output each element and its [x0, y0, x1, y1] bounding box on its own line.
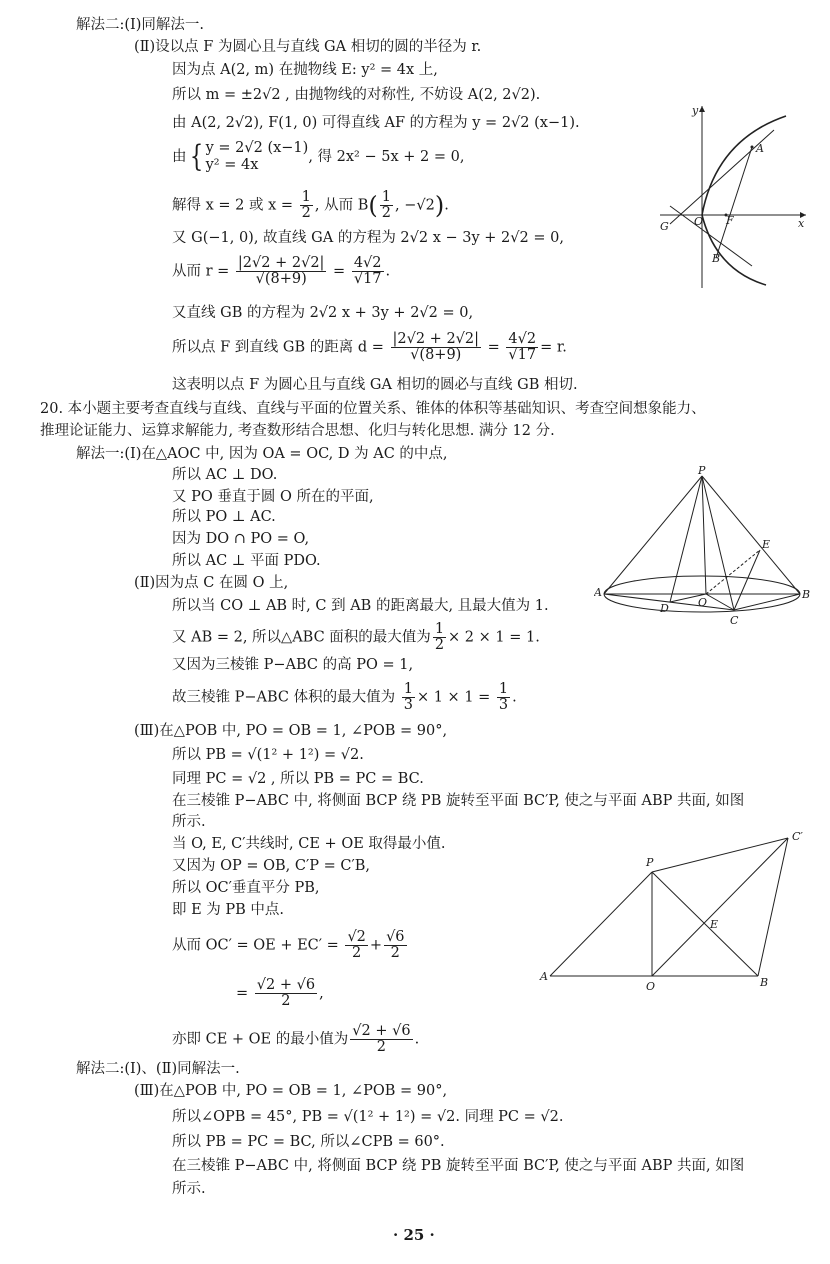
parabola-figure	[656, 100, 816, 290]
line: 因为点 A(2, m) 在抛物线 E: y² = 4x 上,	[172, 62, 438, 78]
label-G: G	[660, 220, 669, 233]
label-Cp: C′	[792, 830, 803, 843]
distance-line: 所以点 F 到直线 GB 的距离 d = $\frac{|2√2 + 2√2|}{√(8+9)}$ = $\frac{4√2}{√17}$ = r.	[172, 331, 567, 363]
line: 所以 AC ⊥ DO.	[172, 467, 278, 483]
label-D: D	[660, 602, 669, 615]
system-equations: 由{ y = 2√2 (x−1) y² = 4x , 得 2x² − 5x + 2 = 0,	[172, 139, 465, 174]
line: 在三棱锥 P−ABC 中, 将侧面 BCP 绕 PB 旋转至平面 BC′P, 使之与平面 ABP 共面, 如图	[172, 1158, 745, 1174]
line: 所以 m = ±2√2 , 由抛物线的对称性, 不妨设 A(2, 2√2).	[172, 87, 541, 103]
label-y: y	[692, 104, 699, 117]
line: 所以 AC ⊥ 平面 PDO.	[172, 553, 321, 569]
oc-line: 从而 OC′ = OE + EC′ = $\frac{√2}{2}$ + $\frac{√6}{2}$	[172, 929, 405, 961]
line: 又因为 OP = OB, C′P = C′B,	[172, 858, 371, 874]
line: 推理论证能力、运算求解能力, 考查数形结合思想、化归与转化思想. 满分 12 分.	[40, 423, 555, 439]
label-E: E	[710, 918, 719, 931]
line: 又直线 GB 的方程为 2√2 x + 3y + 2√2 = 0,	[172, 305, 474, 321]
line: 所以 OC′垂直平分 PB,	[172, 880, 320, 896]
line: 解法二:(Ⅰ)、(Ⅱ)同解法一.	[76, 1061, 240, 1077]
label-F: F	[726, 214, 734, 227]
line: (Ⅱ)因为点 C 在圆 O 上,	[134, 575, 289, 591]
label-O: O	[646, 980, 656, 993]
line: 同理 PC = √2 , 所以 PB = PC = BC.	[172, 771, 424, 787]
solution-line: 解得 x = 2 或 x = $\frac{1}{2}$ , 从而 B( $\frac{1}{2}$ , −√2).	[172, 189, 449, 221]
line: 所以 PB = √(1² + 1²) = √2.	[172, 747, 364, 763]
label-A: A	[756, 142, 764, 155]
line: 由 A(2, 2√2), F(1, 0) 可得直线 AF 的方程为 y = 2√2 (x−1).	[172, 115, 580, 131]
line: 又 PO 垂直于圆 O 所在的平面,	[172, 489, 374, 505]
line: 20. 本小题主要考查直线与直线、直线与平面的位置关系、锥体的体积等基础知识、考查空间想象能力、	[40, 401, 706, 417]
line: 即 E 为 PB 中点.	[172, 902, 285, 918]
radius-line: 从而 r = $\frac{|2√2 + 2√2|}{√(8+9)}$ = $\frac{4√2}{√17}$ .	[172, 255, 391, 287]
oc-result-line: = $\frac{√2 + √6}{2}$ ,	[236, 977, 324, 1009]
line: (Ⅲ)在△POB 中, PO = OB = 1, ∠POB = 90°,	[134, 723, 448, 739]
line: 所以∠OPB = 45°, PB = √(1² + 1²) = √2. 同理 PC = √2.	[172, 1109, 564, 1125]
volume-line: 故三棱锥 P−ABC 体积的最大值为 $\frac{1}{3}$ × 1 × 1 = $\frac{1}{3}$ .	[172, 681, 517, 713]
line: 所以 PO ⊥ AC.	[172, 509, 276, 525]
label-P: P	[646, 856, 654, 869]
plane-figure	[536, 826, 816, 996]
label-A: A	[594, 586, 602, 599]
line: 所以当 CO ⊥ AB 时, C 到 AB 的距离最大, 且最大值为 1.	[172, 598, 549, 614]
label-B: B	[712, 252, 721, 265]
line: 因为 DO ∩ PO = O,	[172, 531, 310, 547]
line: 解法一:(Ⅰ)在△AOC 中, 因为 OA = OC, D 为 AC 的中点,	[76, 446, 448, 462]
line: 所示.	[172, 1181, 206, 1197]
line: 解法二:(Ⅰ)同解法一.	[76, 17, 205, 33]
page-number: · 25 ·	[393, 1226, 435, 1244]
line: (Ⅱ)设以点 F 为圆心且与直线 GA 相切的圆的半径为 r.	[134, 39, 482, 55]
line: 这表明以点 F 为圆心且与直线 GA 相切的圆必与直线 GB 相切.	[172, 377, 578, 393]
label-B: B	[760, 976, 769, 989]
line: 当 O, E, C′共线时, CE + OE 取得最小值.	[172, 836, 446, 852]
area-line: 又 AB = 2, 所以△ABC 面积的最大值为 $\frac{1}{2}$ × 2 × 1 = 1.	[172, 621, 540, 653]
label-x: x	[798, 217, 805, 230]
min-line: 亦即 CE + OE 的最小值为 $\frac{√2 + √6}{2}$ .	[172, 1023, 420, 1055]
cone-figure	[594, 462, 814, 634]
label-O: O	[694, 215, 704, 228]
label-C: C	[730, 614, 739, 627]
line: 又 G(−1, 0), 故直线 GA 的方程为 2√2 x − 3y + 2√2 = 0,	[172, 230, 564, 246]
label-P: P	[698, 464, 706, 477]
label-O: O	[698, 596, 708, 609]
label-B: B	[802, 588, 811, 601]
line: 所示.	[172, 814, 206, 830]
line: 又因为三棱锥 P−ABC 的高 PO = 1,	[172, 657, 414, 673]
label-E: E	[762, 538, 771, 551]
line: 所以 PB = PC = BC, 所以∠CPB = 60°.	[172, 1134, 445, 1150]
line: (Ⅲ)在△POB 中, PO = OB = 1, ∠POB = 90°,	[134, 1083, 448, 1099]
line: 在三棱锥 P−ABC 中, 将侧面 BCP 绕 PB 旋转至平面 BC′P, 使之与平面 ABP 共面, 如图	[172, 793, 745, 809]
label-A: A	[540, 970, 548, 983]
